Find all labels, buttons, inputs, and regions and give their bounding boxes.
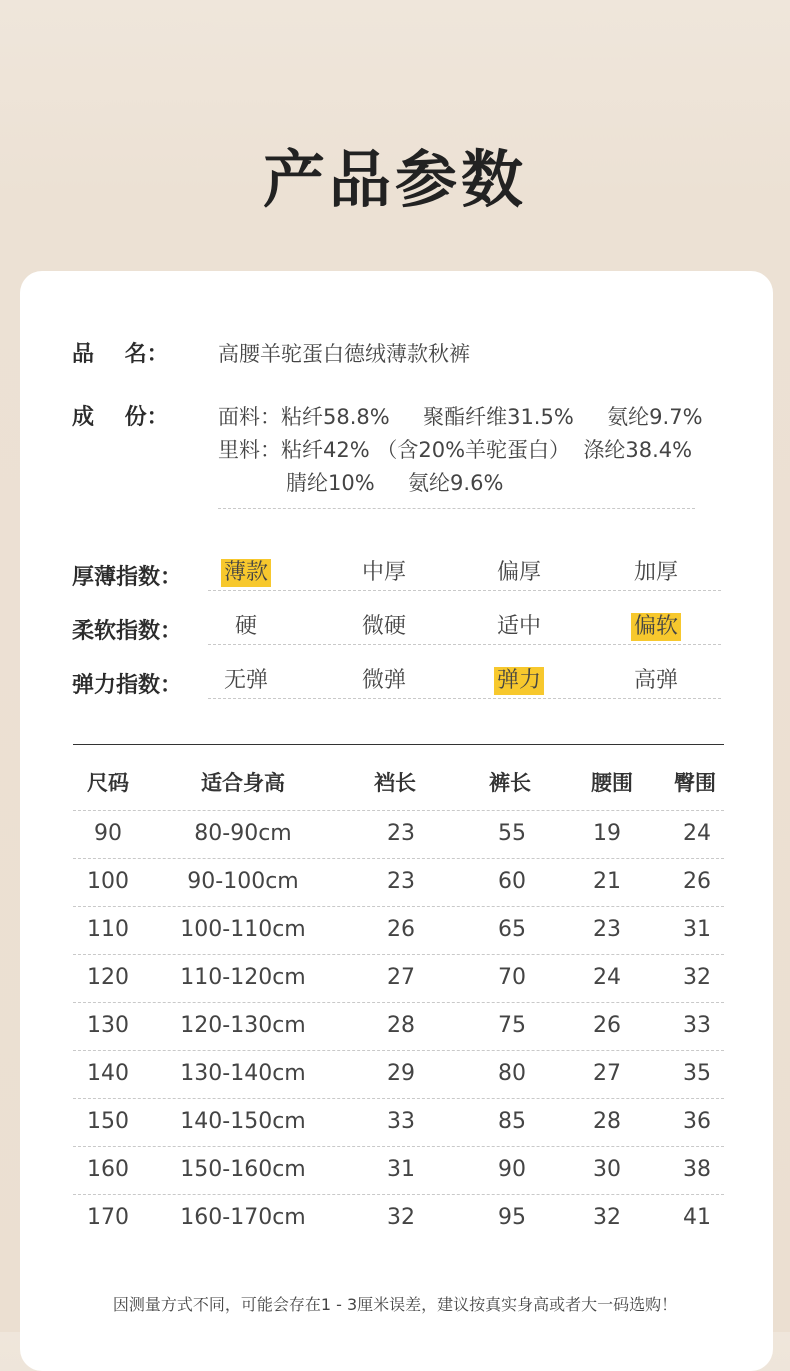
table-cell: 29 — [387, 1061, 415, 1086]
table-header-cell: 裤长 — [489, 771, 531, 795]
table-cell: 21 — [593, 869, 621, 894]
table-cell: 36 — [683, 1109, 711, 1134]
table-cell: 38 — [683, 1157, 711, 1182]
table-header-cell: 腰围 — [591, 771, 633, 795]
table-cell: 32 — [593, 1205, 621, 1230]
table-cell: 23 — [387, 821, 415, 846]
table-cell: 26 — [593, 1013, 621, 1038]
table-cell: 26 — [387, 917, 415, 942]
table-cell: 70 — [498, 965, 526, 990]
table-cell: 150-160cm — [180, 1157, 306, 1182]
table-header-cell: 尺码 — [87, 771, 129, 795]
table-cell: 80-90cm — [194, 821, 292, 846]
table-row-divider — [73, 1098, 724, 1099]
composition-line-3: 腈纶10% 氨纶9.6% — [286, 471, 504, 495]
divider — [218, 508, 695, 509]
table-cell: 150 — [87, 1109, 129, 1134]
table-cell: 24 — [593, 965, 621, 990]
table-cell: 80 — [498, 1061, 526, 1086]
table-cell: 41 — [683, 1205, 711, 1230]
index-option: 微硬 — [361, 614, 407, 639]
table-cell: 130 — [87, 1013, 129, 1038]
table-cell: 55 — [498, 821, 526, 846]
table-cell: 160-170cm — [180, 1205, 306, 1230]
table-cell: 65 — [498, 917, 526, 942]
table-cell: 90 — [94, 821, 122, 846]
index-option: 偏厚 — [496, 560, 542, 585]
name-label: 品 名： — [72, 342, 169, 367]
table-cell: 130-140cm — [180, 1061, 306, 1086]
page-title: 产品参数 — [262, 143, 527, 216]
table-cell: 28 — [387, 1013, 415, 1038]
table-cell: 30 — [593, 1157, 621, 1182]
index-option: 微弹 — [361, 668, 407, 693]
index-option: 高弹 — [633, 668, 679, 693]
index-underline — [208, 698, 721, 699]
table-cell: 140-150cm — [180, 1109, 306, 1134]
table-row-divider — [73, 858, 724, 859]
index-option: 硬 — [234, 614, 258, 639]
table-cell: 85 — [498, 1109, 526, 1134]
table-row-divider — [73, 906, 724, 907]
composition-line-1: 面料：粘纤58.8% 聚酯纤维31.5% 氨纶9.7% — [218, 405, 703, 429]
composition-line-2: 里料：粘纤42% （含20%羊驼蛋白） 涤纶38.4% — [218, 438, 693, 462]
table-cell: 170 — [87, 1205, 129, 1230]
index-option: 加厚 — [633, 560, 679, 585]
measurement-note: 因测量方式不同，可能会存在1 - 3厘米误差，建议按真实身高或者大一码选购！ — [112, 1295, 678, 1314]
table-cell: 110 — [87, 917, 129, 942]
index-underline — [208, 644, 721, 645]
table-cell: 28 — [593, 1109, 621, 1134]
table-cell: 32 — [683, 965, 711, 990]
index-option: 中厚 — [361, 560, 407, 585]
index-label: 厚薄指数： — [72, 565, 183, 590]
table-cell: 100 — [87, 869, 129, 894]
table-row-divider — [73, 1194, 724, 1195]
table-cell: 140 — [87, 1061, 129, 1086]
table-top-rule — [73, 744, 724, 745]
table-cell: 27 — [387, 965, 415, 990]
table-cell: 75 — [498, 1013, 526, 1038]
table-cell: 23 — [593, 917, 621, 942]
table-header-cell: 臀围 — [674, 771, 716, 795]
index-label: 柔软指数： — [72, 619, 183, 644]
table-cell: 90-100cm — [187, 869, 299, 894]
table-cell: 35 — [683, 1061, 711, 1086]
table-cell: 110-120cm — [180, 965, 306, 990]
index-option: 适中 — [496, 614, 542, 639]
table-row-divider — [73, 1050, 724, 1051]
table-cell: 31 — [683, 917, 711, 942]
table-cell: 33 — [387, 1109, 415, 1134]
table-cell: 95 — [498, 1205, 526, 1230]
table-cell: 31 — [387, 1157, 415, 1182]
table-cell: 100-110cm — [180, 917, 306, 942]
table-cell: 90 — [498, 1157, 526, 1182]
index-underline — [208, 590, 721, 591]
table-cell: 160 — [87, 1157, 129, 1182]
table-cell: 27 — [593, 1061, 621, 1086]
table-cell: 120-130cm — [180, 1013, 306, 1038]
index-label: 弹力指数： — [72, 673, 183, 698]
table-cell: 33 — [683, 1013, 711, 1038]
table-cell: 19 — [593, 821, 621, 846]
table-row-divider — [73, 954, 724, 955]
table-cell: 24 — [683, 821, 711, 846]
table-header-cell: 适合身高 — [201, 771, 285, 795]
table-row-divider — [73, 1002, 724, 1003]
table-cell: 60 — [498, 869, 526, 894]
table-header-cell: 裆长 — [374, 771, 416, 795]
table-cell: 26 — [683, 869, 711, 894]
table-row-divider — [73, 1146, 724, 1147]
table-cell: 120 — [87, 965, 129, 990]
index-option-selected: 偏软 — [631, 613, 681, 641]
name-value: 高腰羊驼蛋白德绒薄款秋裤 — [218, 342, 470, 366]
table-header-divider — [73, 810, 724, 811]
index-option: 无弹 — [223, 668, 269, 693]
index-option-selected: 弹力 — [494, 667, 544, 695]
composition-label: 成 份： — [72, 405, 169, 430]
table-cell: 23 — [387, 869, 415, 894]
index-option-selected: 薄款 — [221, 559, 271, 587]
table-cell: 32 — [387, 1205, 415, 1230]
